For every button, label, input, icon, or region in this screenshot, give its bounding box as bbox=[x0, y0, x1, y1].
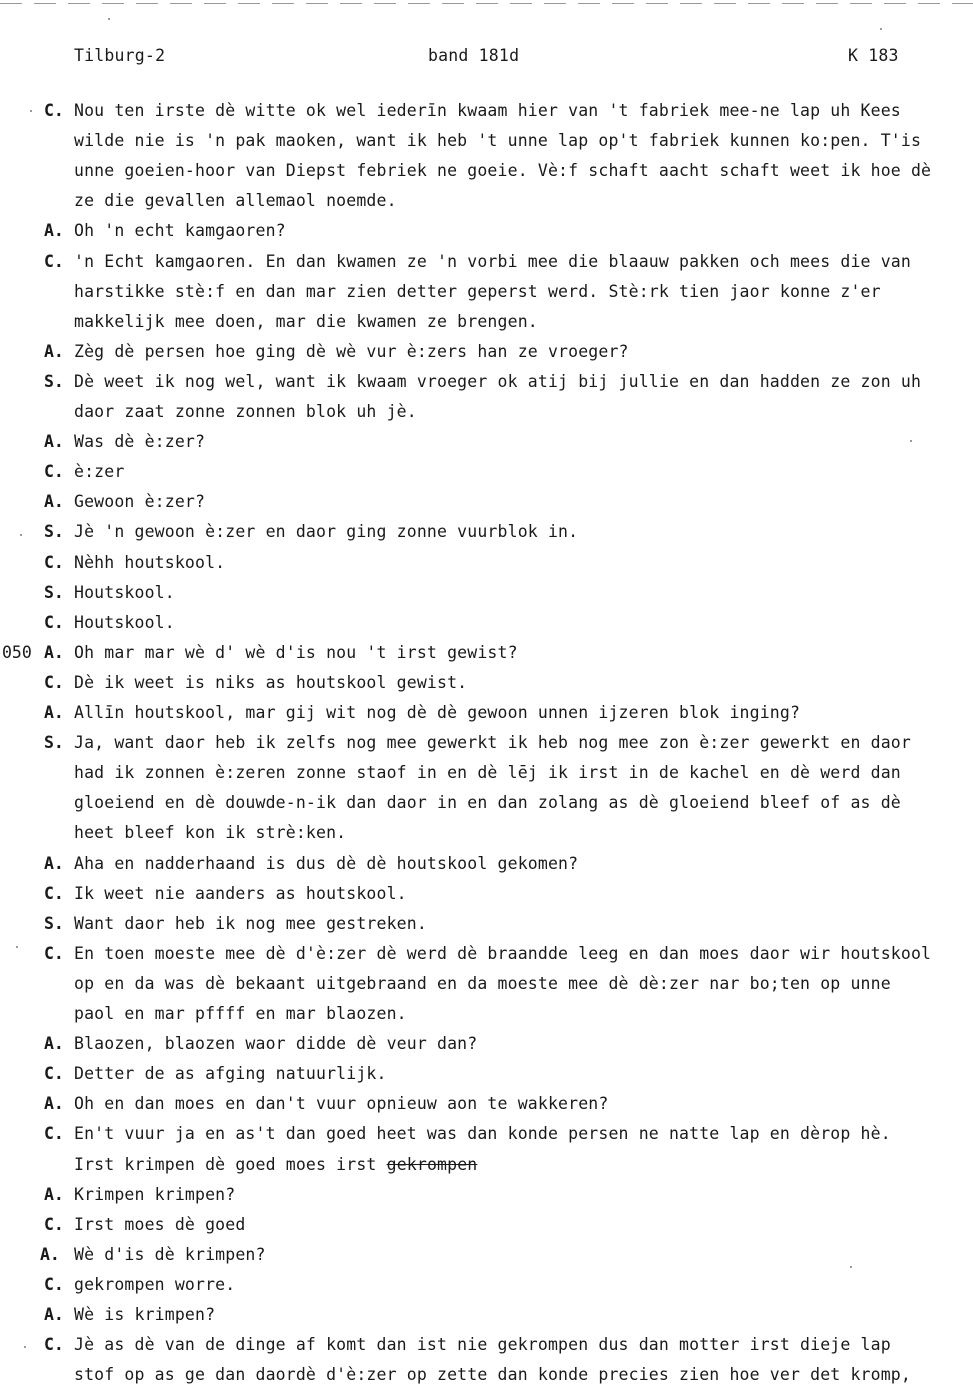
speaker-label: C. bbox=[44, 1124, 64, 1144]
scan-speck bbox=[108, 18, 110, 20]
transcript-line bbox=[0, 1300, 973, 1330]
speaker-label: A. bbox=[44, 432, 64, 452]
utterance-text: Nèhh houtskool. bbox=[74, 552, 226, 572]
transcript-line bbox=[0, 216, 973, 246]
utterance-text: Dè ik weet is niks as houtskool gewist. bbox=[74, 672, 468, 692]
speaker-label: C. bbox=[44, 552, 64, 572]
utterance-text: Jè as dè van de dinge af komt dan ist nie gekrompen dus dan motter irst dieje lap bbox=[74, 1335, 891, 1355]
speaker-label: A. bbox=[44, 492, 64, 512]
speaker-label: A. bbox=[44, 1094, 64, 1114]
transcript-line bbox=[0, 487, 973, 517]
utterance-text: had ik zonnen è:zeren zonne staof in en dè lēj ik irst in de kachel en dè werd dan bbox=[74, 763, 901, 783]
speaker-label: S. bbox=[44, 913, 64, 933]
utterance-text: Ja, want daor heb ik zelfs nog mee gewerkt ik heb nog mee zon è:zer gewerkt en daor bbox=[74, 733, 911, 753]
header-page-ref: K 183 bbox=[848, 46, 899, 65]
transcript-line bbox=[0, 1210, 973, 1240]
transcript-line bbox=[0, 728, 973, 758]
transcript-line bbox=[0, 698, 973, 728]
speaker-label: A. bbox=[44, 341, 64, 361]
transcript-line bbox=[0, 668, 973, 698]
utterance-text: Krimpen krimpen? bbox=[74, 1184, 236, 1204]
utterance-text: Irst moes dè goed bbox=[74, 1214, 246, 1234]
transcript-line bbox=[0, 758, 973, 788]
transcript-line bbox=[0, 1119, 973, 1149]
transcript-line bbox=[0, 578, 973, 608]
transcript-line bbox=[0, 307, 973, 337]
transcript-line bbox=[0, 608, 973, 638]
utterance-text: è:zer bbox=[74, 462, 125, 482]
utterance-text: Wè d'is dè krimpen? bbox=[74, 1244, 266, 1264]
utterance-text: Zèg dè persen hoe ging dè wè vur è:zers han ze vroeger? bbox=[74, 341, 629, 361]
transcript-line bbox=[0, 96, 973, 126]
speaker-label: A. bbox=[44, 1184, 64, 1204]
transcript-line bbox=[0, 788, 973, 818]
transcript-line bbox=[0, 1330, 973, 1360]
utterance-text: Blaozen, blaozen waor didde dè veur dan? bbox=[74, 1034, 478, 1054]
speaker-label: A. bbox=[44, 221, 64, 241]
utterance-text: makkelijk mee doen, mar die kwamen ze brengen. bbox=[74, 311, 538, 331]
utterance-text: En't vuur ja en as't dan goed heet was dan konde persen ne natte lap en dèrop hè. bbox=[74, 1124, 891, 1144]
utterance-text: Houtskool. bbox=[74, 612, 175, 632]
utterance-text: Nou ten irste dè witte ok wel iederīn kwaam hier van 't fabriek mee-ne lap uh Kees bbox=[74, 101, 901, 120]
speaker-label: C. bbox=[44, 462, 64, 482]
top-edge-mark bbox=[0, 3, 973, 4]
scan-speck bbox=[24, 1346, 26, 1348]
transcript-line bbox=[0, 337, 973, 367]
utterance-text: harstikke stè:f en dan mar zien detter geperst werd. Stè:rk tien jaor konne z'er bbox=[74, 281, 881, 301]
speaker-label: C. bbox=[44, 1335, 64, 1355]
transcript-line bbox=[0, 969, 973, 999]
utterance-text: Irst krimpen dè goed moes irst gekrompen bbox=[74, 1154, 478, 1174]
speaker-label: S. bbox=[44, 582, 64, 602]
transcript-line bbox=[0, 1029, 973, 1059]
scan-speck bbox=[30, 110, 32, 112]
utterance-text: Oh en dan moes en dan't vuur opnieuw aon te wakkeren? bbox=[74, 1094, 609, 1114]
utterance-text: Detter de as afging natuurlijk. bbox=[74, 1064, 387, 1084]
speaker-label: S. bbox=[44, 371, 64, 391]
speaker-label: A. bbox=[44, 642, 64, 662]
speaker-label: A. bbox=[44, 1305, 64, 1324]
transcript-line bbox=[0, 548, 973, 578]
speaker-label: C. bbox=[44, 1214, 64, 1234]
utterance-text: Allīn houtskool, mar gij wit nog dè dè gewoon unnen ijzeren blok inging? bbox=[74, 703, 801, 722]
speaker-label: S. bbox=[44, 522, 64, 542]
transcript-line bbox=[0, 367, 973, 397]
utterance-text: Dè weet ik nog wel, want ik kwaam vroeger ok atij bij jullie en dan hadden ze zon uh bbox=[74, 371, 922, 391]
utterance-text: unne goeien-hoor van Diepst febriek ne goeie. Vè:f schaft aacht schaft weet ik hoe dè bbox=[74, 161, 932, 181]
utterance-text: 'n Echt kamgaoren. En dan kwamen ze 'n vorbi mee die blaauw pakken och mees die van bbox=[74, 251, 911, 271]
speaker-label: A. bbox=[44, 703, 64, 722]
utterance-text: daor zaat zonne zonnen blok uh jè. bbox=[74, 402, 417, 421]
transcript-line bbox=[0, 1240, 973, 1270]
header-tape: band 181d bbox=[428, 46, 520, 65]
utterance-text: ze die gevallen allemaol noemde. bbox=[74, 191, 397, 211]
utterance-text: Oh mar mar wè d' wè d'is nou 't irst gewist? bbox=[74, 642, 518, 662]
transcript-line bbox=[0, 156, 973, 186]
utterance-text: Houtskool. bbox=[74, 582, 175, 602]
header-location: Tilburg-2 bbox=[74, 46, 166, 65]
utterance-text: paol en mar pffff en mar blaozen. bbox=[74, 1004, 407, 1023]
scan-speck bbox=[850, 1266, 852, 1268]
utterance-text: Jè 'n gewoon è:zer en daor ging zonne vuurblok in. bbox=[74, 522, 579, 542]
speaker-label: C. bbox=[44, 672, 64, 692]
utterance-text: Wè is krimpen? bbox=[74, 1305, 216, 1324]
transcript-line bbox=[0, 397, 973, 427]
transcript-line bbox=[0, 1089, 973, 1119]
utterance-text: heet bleef kon ik strè:ken. bbox=[74, 823, 347, 843]
scan-speck bbox=[910, 440, 912, 442]
transcript-line bbox=[0, 909, 973, 939]
utterance-text: stof op as ge dan daordè d'è:zer op zette dan konde precies zien hoe ver det kromp, bbox=[74, 1365, 911, 1385]
utterance-text: gloeiend en dè douwde-n-ik dan daor in en dan zolang as dè gloeiend bleef of as dè bbox=[74, 793, 901, 813]
transcript-line bbox=[0, 517, 973, 547]
scan-speck bbox=[20, 534, 22, 536]
struck-word: gekrompen bbox=[386, 1154, 478, 1174]
speaker-label: A. bbox=[44, 853, 64, 873]
transcript-line bbox=[0, 1270, 973, 1300]
utterance-text: wilde nie is 'n pak maoken, want ik heb 't unne lap op't fabriek kunnen ko:pen. T'is bbox=[74, 131, 922, 151]
utterance-text: op en da was dè bekaant uitgebraand en da moeste mee dè dè:zer nar bo;ten op unne bbox=[74, 973, 891, 993]
transcript-line bbox=[0, 277, 973, 307]
utterance-text: Ik weet nie aanders as houtskool. bbox=[74, 883, 407, 903]
transcript-line bbox=[0, 126, 973, 156]
speaker-label: C. bbox=[44, 1274, 64, 1294]
transcript-line bbox=[0, 247, 973, 277]
speaker-label: C. bbox=[44, 943, 64, 963]
transcript-line bbox=[0, 849, 973, 879]
speaker-label: S. bbox=[44, 733, 64, 753]
utterance-text: En toen moeste mee dè d'è:zer dè werd dè braandde leeg en dan moes daor wir houtskool bbox=[74, 943, 932, 963]
transcript-line bbox=[0, 1150, 973, 1180]
scan-speck bbox=[880, 28, 882, 30]
transcript-line bbox=[0, 818, 973, 848]
transcript-line bbox=[0, 1360, 973, 1390]
speaker-label: C. bbox=[44, 612, 64, 632]
utterance-text: Aha en nadderhaand is dus dè dè houtskool gekomen? bbox=[74, 853, 579, 873]
speaker-label: A. bbox=[40, 1244, 60, 1264]
transcript-line bbox=[0, 939, 973, 969]
transcript-line bbox=[0, 879, 973, 909]
utterance-text: Oh 'n echt kamgaoren? bbox=[74, 221, 286, 241]
scan-speck bbox=[16, 946, 18, 948]
transcript-line bbox=[0, 999, 973, 1029]
speaker-label: A. bbox=[44, 1034, 64, 1054]
utterance-text: Want daor heb ik nog mee gestreken. bbox=[74, 913, 427, 933]
transcript-line bbox=[0, 1180, 973, 1210]
transcript-line bbox=[0, 1059, 973, 1089]
transcript-line bbox=[0, 186, 973, 216]
utterance-text: Gewoon è:zer? bbox=[74, 492, 206, 512]
speaker-label: C. bbox=[44, 251, 64, 271]
transcript-line bbox=[0, 427, 973, 457]
utterance-text: gekrompen worre. bbox=[74, 1274, 236, 1294]
speaker-label: C. bbox=[44, 101, 64, 120]
line-counter: 050 bbox=[2, 642, 32, 662]
speaker-label: C. bbox=[44, 883, 64, 903]
utterance-text: Was dè è:zer? bbox=[74, 432, 206, 452]
transcript-line bbox=[0, 457, 973, 487]
transcript-line bbox=[0, 638, 973, 668]
speaker-label: C. bbox=[44, 1064, 64, 1084]
